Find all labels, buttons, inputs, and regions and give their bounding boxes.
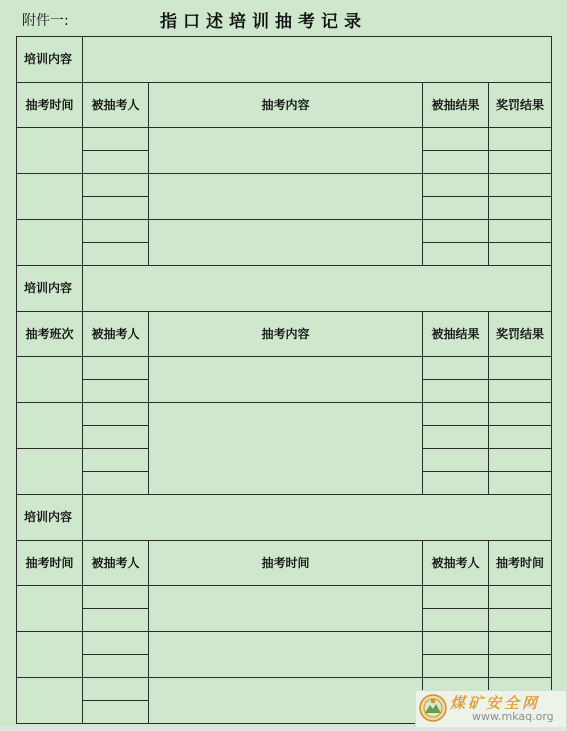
table-cell[interactable]	[489, 220, 552, 243]
site-watermark	[415, 690, 567, 728]
table-cell[interactable]	[83, 174, 149, 197]
col-header: 被抽考人	[83, 541, 149, 586]
training-content-field[interactable]	[83, 495, 552, 541]
col-header: 被抽考人	[83, 312, 149, 357]
table-cell[interactable]	[489, 174, 552, 197]
table-cell[interactable]	[83, 403, 149, 426]
table-cell[interactable]	[489, 655, 552, 678]
table-cell[interactable]	[83, 449, 149, 472]
page-title: 指口述培训抽考记录	[160, 12, 367, 32]
table-cell[interactable]	[423, 151, 489, 174]
table-cell[interactable]	[17, 632, 83, 678]
table-cell[interactable]	[423, 357, 489, 380]
table-cell[interactable]	[83, 472, 149, 495]
table-cell[interactable]	[423, 403, 489, 426]
table-cell[interactable]	[423, 609, 489, 632]
table-cell[interactable]	[149, 586, 423, 632]
table-cell[interactable]	[489, 380, 552, 403]
table-cell[interactable]	[149, 632, 423, 678]
col-header: 抽考时间	[149, 541, 423, 586]
table-cell[interactable]	[17, 449, 83, 495]
table-row	[17, 220, 552, 243]
table-cell[interactable]	[149, 174, 423, 220]
table-cell[interactable]	[17, 174, 83, 220]
attachment-label: 附件一:	[22, 13, 69, 29]
training-content-row	[17, 266, 552, 312]
table-row	[17, 632, 552, 655]
table-cell[interactable]	[149, 128, 423, 174]
table-row	[17, 174, 552, 197]
header-row	[17, 83, 552, 128]
table-cell[interactable]	[423, 426, 489, 449]
table-cell[interactable]	[83, 701, 149, 724]
col-header: 被抽结果	[423, 312, 489, 357]
col-header: 抽考内容	[149, 83, 423, 128]
col-header: 抽考时间	[17, 541, 83, 586]
table-cell[interactable]	[83, 128, 149, 151]
training-content-row	[17, 495, 552, 541]
table-cell[interactable]	[423, 586, 489, 609]
record-table	[16, 36, 552, 724]
col-header: 抽考班次	[17, 312, 83, 357]
table-cell[interactable]	[423, 655, 489, 678]
training-content-field[interactable]	[83, 266, 552, 312]
table-cell[interactable]	[17, 586, 83, 632]
mine-logo-icon	[419, 694, 447, 722]
table-cell[interactable]	[489, 151, 552, 174]
training-content-label: 培训内容	[17, 266, 83, 312]
table-cell[interactable]	[423, 449, 489, 472]
table-row	[17, 586, 552, 609]
table-cell[interactable]	[423, 197, 489, 220]
page-bottom-edge	[0, 727, 567, 731]
col-header: 被抽考人	[83, 83, 149, 128]
header-row	[17, 312, 552, 357]
table-cell[interactable]	[489, 403, 552, 426]
table-cell[interactable]	[489, 609, 552, 632]
table-cell[interactable]	[83, 655, 149, 678]
table-cell[interactable]	[489, 426, 552, 449]
table-cell[interactable]	[423, 380, 489, 403]
table-cell[interactable]	[149, 678, 423, 724]
col-header: 奖罚结果	[489, 83, 552, 128]
training-content-field[interactable]	[83, 37, 552, 83]
col-header: 抽考内容	[149, 312, 423, 357]
col-header: 抽考时间	[489, 541, 552, 586]
table-cell[interactable]	[83, 357, 149, 380]
watermark-name: 煤矿安全网	[450, 694, 541, 712]
table-cell[interactable]	[489, 128, 552, 151]
table-cell[interactable]	[423, 220, 489, 243]
col-header: 奖罚结果	[489, 312, 552, 357]
table-cell[interactable]	[83, 632, 149, 655]
table-cell[interactable]	[423, 243, 489, 266]
table-cell[interactable]	[17, 220, 83, 266]
table-cell[interactable]	[423, 472, 489, 495]
table-cell[interactable]	[489, 197, 552, 220]
training-content-label: 培训内容	[17, 37, 83, 83]
table-cell[interactable]	[83, 609, 149, 632]
table-cell[interactable]	[489, 243, 552, 266]
table-cell[interactable]	[83, 220, 149, 243]
table-cell[interactable]	[489, 449, 552, 472]
table-cell[interactable]	[83, 197, 149, 220]
training-content-row	[17, 37, 552, 83]
table-cell[interactable]	[149, 403, 423, 495]
table-cell[interactable]	[83, 586, 149, 609]
col-header: 被抽结果	[423, 83, 489, 128]
table-cell[interactable]	[83, 380, 149, 403]
table-cell[interactable]	[489, 586, 552, 609]
col-header: 抽考时间	[17, 83, 83, 128]
table-cell[interactable]	[149, 220, 423, 266]
table-cell[interactable]	[423, 174, 489, 197]
table-cell[interactable]	[83, 678, 149, 701]
training-content-label: 培训内容	[17, 495, 83, 541]
table-row	[17, 128, 552, 151]
table-row	[17, 403, 552, 426]
table-cell[interactable]	[423, 128, 489, 151]
header-row	[17, 541, 552, 586]
table-cell[interactable]	[17, 357, 83, 403]
table-cell[interactable]	[17, 678, 83, 724]
col-header: 被抽考人	[423, 541, 489, 586]
table-cell[interactable]	[17, 403, 83, 449]
watermark-url[interactable]: www.mkaq.org	[472, 710, 554, 723]
table-cell[interactable]	[423, 632, 489, 655]
table-cell[interactable]	[83, 243, 149, 266]
table-cell[interactable]	[489, 632, 552, 655]
table-row	[17, 357, 552, 380]
table-cell[interactable]	[83, 151, 149, 174]
table-cell[interactable]	[489, 472, 552, 495]
table-cell[interactable]	[83, 426, 149, 449]
table-cell[interactable]	[489, 357, 552, 380]
table-cell[interactable]	[149, 357, 423, 403]
table-cell[interactable]	[17, 128, 83, 174]
